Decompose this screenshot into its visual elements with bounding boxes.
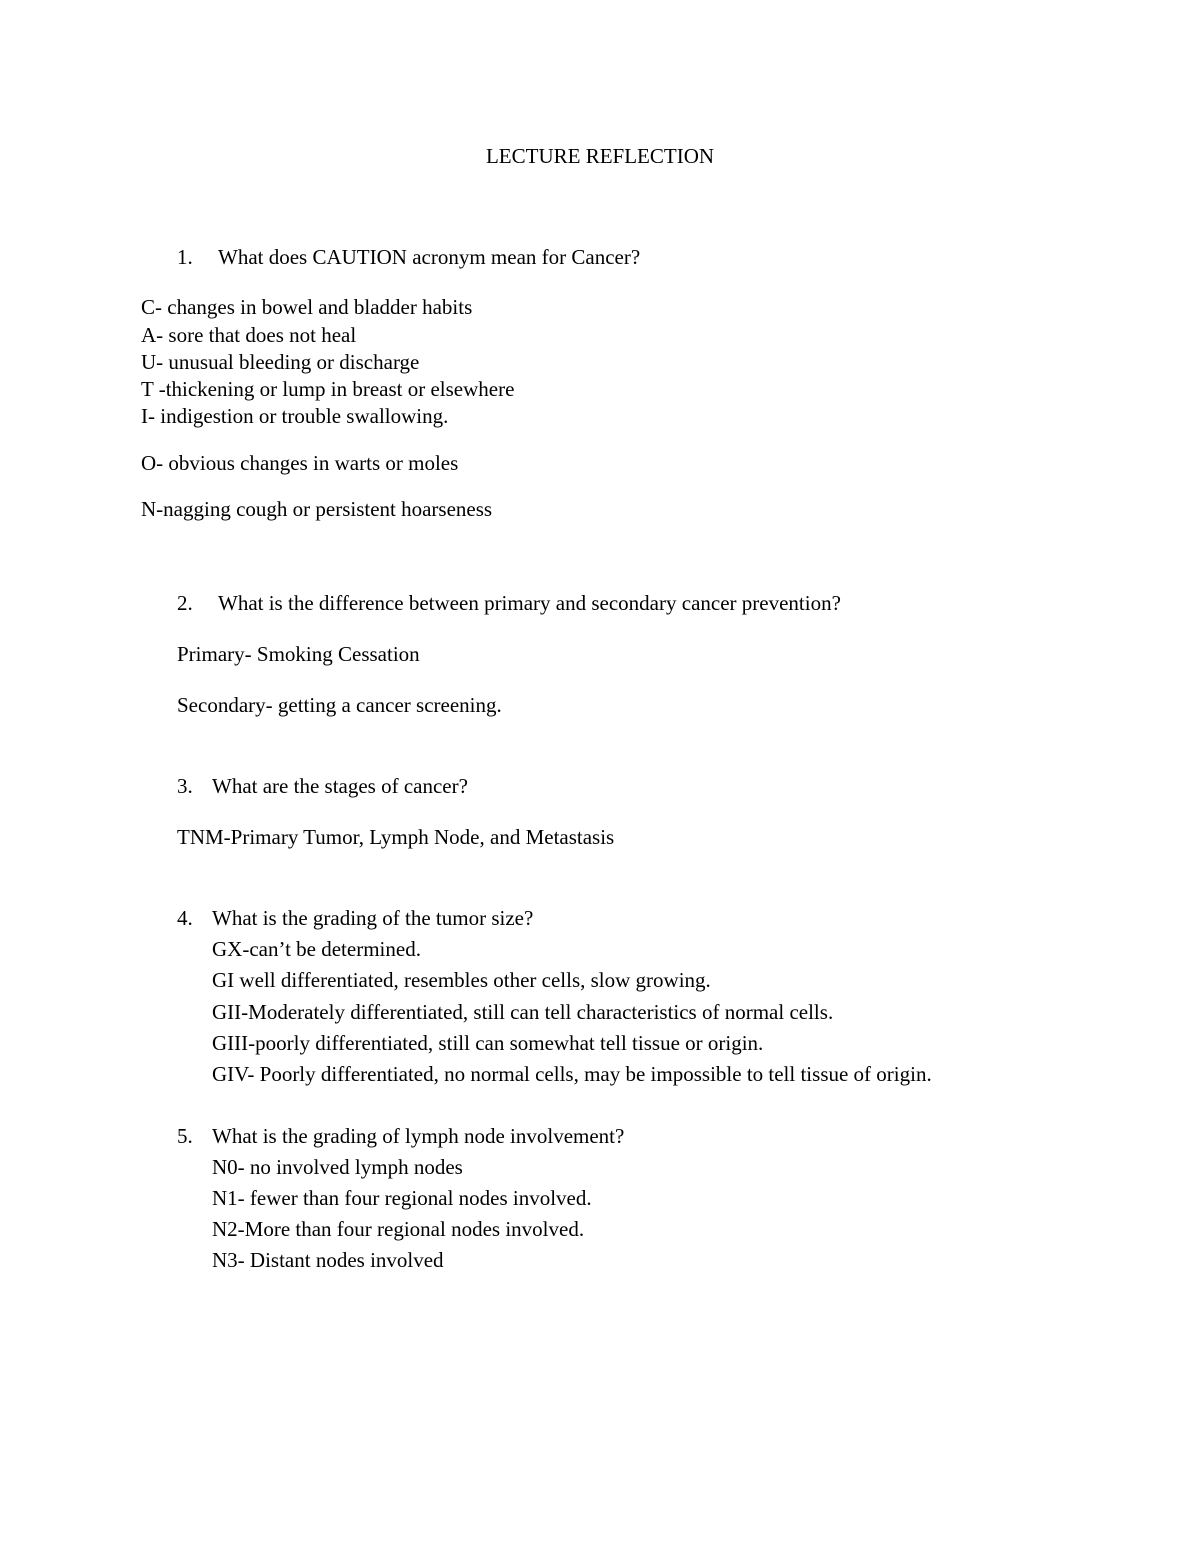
q3-answer-tnm: TNM-Primary Tumor, Lymph Node, and Metastasis [177,825,615,849]
q1-answer-c: C- changes in bowel and bladder habits [141,295,473,319]
q2-number: 2. [177,591,193,615]
q1-number: 1. [177,245,193,269]
q4-answer-gi: GI well differentiated, resembles other cells, slow growing. [212,968,711,992]
q1-answer-i: I- indigestion or trouble swallowing. [141,404,449,428]
q1-question: What does CAUTION acronym mean for Cancer? [218,245,641,269]
q5-answer-n0: N0- no involved lymph nodes [212,1155,463,1179]
q4-answer-giii: GIII-poorly differentiated, still can somewhat tell tissue or origin. [212,1031,764,1055]
q5-number: 5. [177,1124,193,1148]
q4-answer-gii: GII-Moderately differentiated, still can tell characteristics of normal cells. [212,1000,834,1024]
q2-question: What is the difference between primary and secondary cancer prevention? [218,591,841,615]
q1-answer-n: N-nagging cough or persistent hoarseness [141,497,493,521]
q4-answer-gx: GX-can’t be determined. [212,937,421,961]
q3-question: What are the stages of cancer? [212,774,468,798]
q5-answer-n3: N3- Distant nodes involved [212,1248,444,1272]
q1-answer-a: A- sore that does not heal [141,323,357,347]
q2-answer-secondary: Secondary- getting a cancer screening. [177,693,502,717]
q2-answer-primary: Primary- Smoking Cessation [177,642,420,666]
q1-answer-o: O- obvious changes in warts or moles [141,451,459,475]
q3-number: 3. [177,774,193,798]
q4-number: 4. [177,906,193,930]
q4-question: What is the grading of the tumor size? [212,906,534,930]
q5-answer-n1: N1- fewer than four regional nodes involved. [212,1186,592,1210]
q4-answer-giv: GIV- Poorly differentiated, no normal cells, may be impossible to tell tissue of origin. [212,1062,932,1086]
q1-answer-t: T -thickening or lump in breast or elsewhere [141,377,515,401]
q1-answer-u: U- unusual bleeding or discharge [141,350,420,374]
q5-answer-n2: N2-More than four regional nodes involved. [212,1217,585,1241]
q5-question: What is the grading of lymph node involvement? [212,1124,625,1148]
document-title: LECTURE REFLECTION [485,144,715,168]
